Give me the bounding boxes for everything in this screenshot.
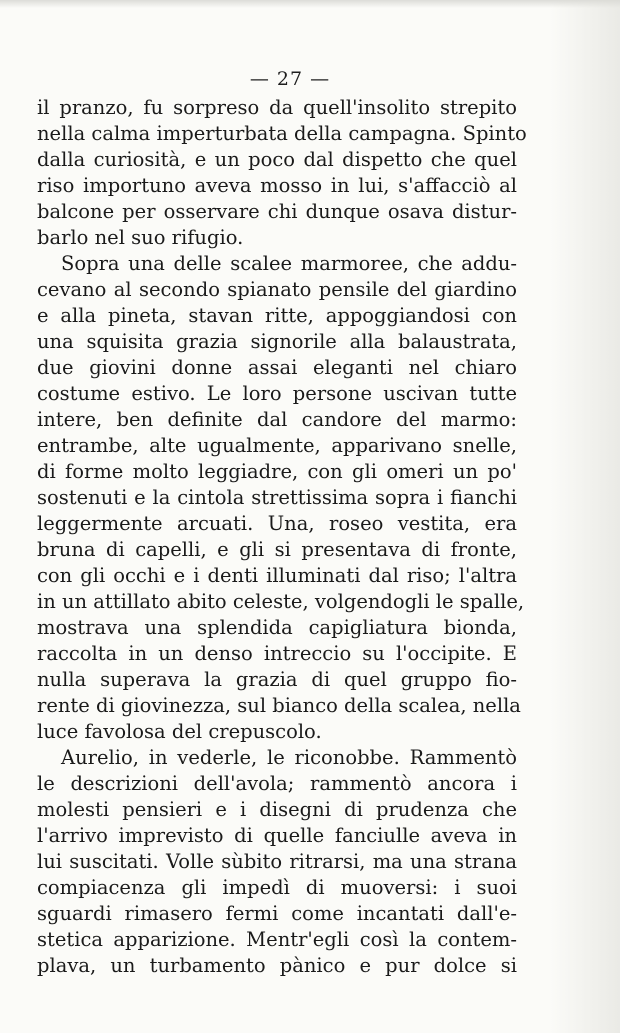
text-line: e alla pineta, stavan ritte, appoggiandosi con [37, 304, 517, 327]
page-number: — 27 — [249, 68, 331, 90]
text-line: rente di giovinezza, sul bianco della scalea, nella [37, 694, 521, 717]
text-line: molesti pensieri e i disegni di prudenza che [37, 798, 517, 821]
text-line: plava, un turbamento pànico e pur dolce si [37, 954, 517, 977]
text-line: intere, ben definite dal candore del marmo: [37, 408, 517, 431]
text-line: le descrizioni dell'avola; rammentò ancora i [37, 772, 517, 795]
text-line: dalla curiosità, e un poco dal dispetto che quel [37, 148, 517, 171]
text-line: due giovini donne assai eleganti nel chiaro [37, 356, 517, 379]
text-line: di forme molto leggiadre, con gli omeri un po' [37, 460, 517, 483]
text-line: costume estivo. Le loro persone uscivan tutte [37, 382, 517, 405]
page-gutter-shadow [550, 0, 620, 1033]
text-line: Sopra una delle scalee marmoree, che addu- [61, 252, 517, 275]
page-top-edge [0, 0, 620, 8]
text-line: nella calma imperturbata della campagna. Spinto [37, 122, 527, 145]
text-line: bruna di capelli, e gli si presentava di fronte, [37, 538, 517, 561]
text-line: nulla superava la grazia di quel gruppo fio- [37, 668, 517, 691]
text-line: in un attillato abito celeste, volgendogli le spalle, [37, 590, 525, 613]
text-line: lui suscitati. Volle sùbito ritrarsi, ma una strana [37, 850, 517, 873]
text-line: riso importuno aveva mosso in lui, s'affacciò al [37, 174, 517, 197]
text-line: una squisita grazia signorile alla balaustrata, [37, 330, 517, 353]
text-line: sguardi rimasero fermi come incantati dall'e- [37, 902, 517, 925]
text-line: entrambe, alte ugualmente, apparivano snelle, [37, 434, 517, 457]
body-text [37, 95, 527, 979]
text-line: sostenuti e la cintola strettissima sopra i fianchi [37, 486, 517, 509]
text-line: compiacenza gli impedì di muoversi: i suoi [37, 876, 517, 899]
text-line: balcone per osservare chi dunque osava distur- [37, 200, 517, 223]
text-line: barlo nel suo rifugio. [37, 226, 244, 249]
text-line: con gli occhi e i denti illuminati dal riso; l'altra [37, 564, 517, 587]
text-line: luce favolosa del crepuscolo. [37, 720, 322, 743]
text-line: mostrava una splendida capigliatura bionda, [37, 616, 517, 639]
text-line: l'arrivo imprevisto di quelle fanciulle aveva in [37, 824, 517, 847]
text-line: Aurelio, in vederle, le riconobbe. Rammentò [61, 746, 517, 769]
text-line: leggermente arcuati. Una, roseo vestita, era [37, 512, 517, 535]
text-line: stetica apparizione. Mentr'egli così la contem- [37, 928, 517, 951]
text-line: il pranzo, fu sorpreso da quell'insolito strepito [37, 96, 517, 119]
text-line: raccolta in un denso intreccio su l'occipite. E [37, 642, 517, 665]
text-line: cevano al secondo spianato pensile del giardino [37, 278, 517, 301]
